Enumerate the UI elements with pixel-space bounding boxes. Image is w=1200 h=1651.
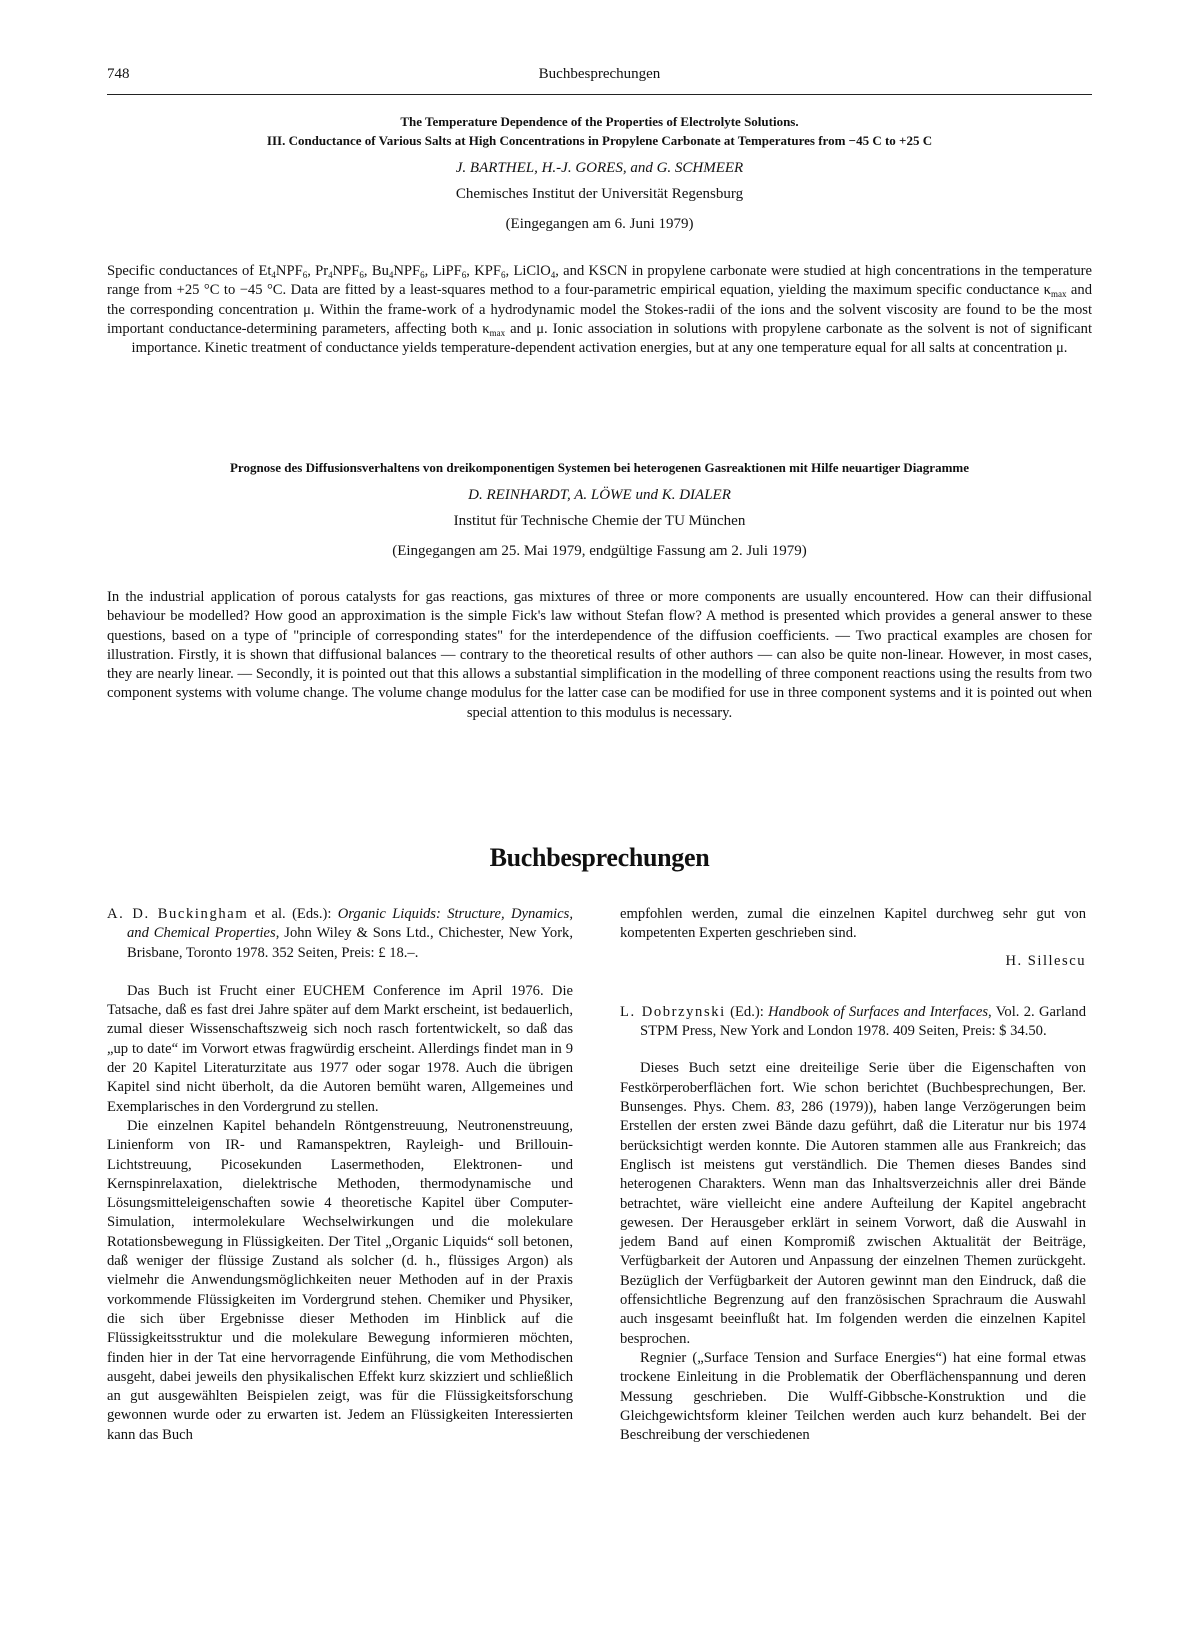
- ref-author: A. D. Buckingham: [107, 906, 249, 922]
- abstract-title-line-1: The Temperature Dependence of the Properties of Electrolyte Solutions.: [400, 114, 799, 129]
- section-heading: Buchbesprechungen: [489, 843, 710, 872]
- running-head: [107, 66, 1092, 95]
- right-column: [620, 905, 1086, 1445]
- book-reference: L. Dobrzynski (Ed.): Handbook of Surfaces and Interfaces, Vol. 2. Garland STPM Press, New York and London 1978. 409 Seiten, Preis: $ 34.50.: [620, 1003, 1087, 1040]
- book-title: Organic Liquids: Structure, Dynamics, and Chemical Properties: [127, 906, 573, 942]
- abstract-title: [107, 112, 1092, 150]
- review-paragraph: empfohlen werden, zumal die einzelnen Kapitel durchweg sehr gut von kompetenten Experten geschrieben sind.: [620, 906, 1086, 942]
- abstract-received-date: (Eingegangen am 25. Mai 1979, endgültige Fassung am 2. Juli 1979): [392, 543, 807, 559]
- abstract-reinhardt: [107, 458, 1092, 723]
- abstract-text: Specific conductances of $Et_4NPF_6$, $Pr_4NPF_6$, $Bu_4NPF_6$, LiPF$_6$, $KPF_6$, LiClO$_4$, and KSCN in propylene carbonate were studied at high concentrations in the temperature range from +25 °C to −45 °C. Data are fitted by a least-squares method to a four-parametric empirical equation, yielding the maximum specific conductance $\kappa_{max}$ and the corresponding concentration μ. Within the frame-work of a hydrodynamic model the Stokes-radii of the ions and the solvent viscosity are found to be the most important conductance-determining parameters, affecting both $\kappa_{max}$ and μ. Ionic association in solutions with propylene carbonate as the solvent is not of significant importance. Kinetic treatment of conductance yields temperature-dependent activation energies, but at any one temperature equal for all salts at concentration μ.: [107, 263, 1093, 357]
- abstract-institution: Chemisches Institut der Universität Regensburg: [455, 186, 744, 202]
- book-reference: A. D. Buckingham et al. (Eds.): Organic Liquids: Structure, Dynamics, and Chemical Properties, John Wiley & Sons Ltd., Chichester, New York, Brisbane, Toronto 1978. 352 Seiten, Preis: £ 18.–.: [107, 906, 574, 961]
- reviewer-signature: H. Sillescu: [1005, 952, 1086, 969]
- review-paragraph: Das Buch ist Frucht einer EUCHEM Conference im April 1976. Die Tatsache, daß es fast drei Jahre später auf dem Markt erscheint, ist bedauerlich, zumal dieser Wissenschaftszweig sich noch rasch fortentwickelt, so daß das „up to date“ im Vorwort etwas fragwürdig erscheint. Allerdings findet man in 9 der 20 Kapitel Literaturzitate aus 1977 oder sogar 1978. Auch die übrigen Kapitel sind nicht überholt, da die Autoren bemüht waren, Allgemeines und Exemplarisches in den Vordergrund zu stellen.: [107, 982, 573, 1115]
- abstract-text: In the industrial application of porous catalysts for gas reactions, gas mixtures of three or more components are usually encountered. How can their diffusional behaviour be modelled? How good an approximation is the simple Fick's law without Stefan flow? A method is presented which provides a general answer to these questions, based on a type of "principle of corresponding states" for the interdependence of the diffusion coefficients. — Two practical examples are chosen for illustration. Firstly, it is shown that diffusional balances — contrary to the theoretical results of other authors — can also be quite non-linear. However, in most cases, they are nearly linear. — Secondly, it is pointed out that this allows a substantial simplification in the modelling of three component reactions using the results from two component systems with volume change. The volume change modulus for the latter case can be modified for use in three component systems and it is pointed out when special attention to this modulus is necessary.: [107, 589, 1092, 721]
- abstract-authors: J. BARTHEL, H.-J. GORES, and G. SCHMEER: [455, 160, 744, 176]
- abstract-title: Prognose des Diffusionsverhaltens von dreikomponentigen Systemen bei heterogenen Gasreaktionen mit Hilfe neuartiger Diagramme: [229, 460, 970, 475]
- abstract-title-line-2: III. Conductance of Various Salts at High Concentrations in Propylene Carbonate at Temperatures from −45 C to +25 C: [266, 133, 933, 148]
- book-title: Handbook of Surfaces and Interfaces: [768, 1003, 989, 1020]
- review-paragraph: Die einzelnen Kapitel behandeln Röntgenstreuung, Neutronenstreuung, Linienform von IR- und Ramanspektren, Rayleigh- und Brillouin-Lichtstreuung, Picosekunden Lasermethoden, Elektronen- und Kernspinrelaxation, dielektrische Methoden, thermodynamische und Lösungsmitteleigenschaften sowie 4 theoretische Kapitel über Computer-Simulation, intermolekulare Wechselwirkungen und die molekulare Rotationsbewegung in Flüssigkeiten. Der Titel „Organic Liquids“ soll betonen, daß weniger der flüssige Zustand als solcher (d. h., flüssiges Argon) als vielmehr die Anwendungsmöglichkeiten neuer Methoden auf in der Praxis vorkommende Flüssigkeiten im Vordergrund stehen. Chemiker und Physiker, die sich über Ergebnisse dieser Methoden im Hinblick auf die Flüssigkeitsstruktur und die molekulare Bewegung informieren möchten, finden hier in der Tat eine hervorragende Einführung, die vom Methodischen ausgeht, dabei jeweils den physikalischen Effekt kurz skizziert und schließlich an gut ausgewählten Beispielen zeigt, was für die Flüssigkeitsforschung gewonnen wurde oder zu erwarten ist. Jedem an Flüssigkeiten Interessierten kann das Buch: [107, 1117, 573, 1443]
- abstract-barthel: [107, 112, 1092, 358]
- left-column: [107, 905, 573, 1445]
- abstract-received-date: (Eingegangen am 6. Juni 1979): [505, 216, 694, 232]
- review-paragraph: Dieses Buch setzt eine dreiteilige Serie über die Eigenschaften von Festkörperoberflächen fort. Wie schon berichtet (Buchbesprechungen, Ber. Bunsenges. Phys. Chem. 83, 286 (1979)), haben lange Verzögerungen beim Erstellen der ersten zwei Bände dazu geführt, daß die Literatur nur bis 1974 berücksichtigt werden konnte. Die Autoren stammen alle aus Frankreich; das Englisch ist meistens gut verständlich. Die Themen dieses Bandes sind heterogenen Charakters. Wenn man das Inhaltsverzeichnis aller drei Bände betrachtet, wäre vielleicht eine andere Aufteilung der Kapitel angebracht gewesen. Der Herausgeber erklärt in seinem Vorwort, daß die Auswahl in jedem Band auf einen Kompromiß zwischen Aktualität der Beiträge, Verfügbarkeit der Autoren und Anpassung der einzelnen Themen zurückgeht. Bezüglich der Verfügbarkeit der Autoren gewinnt man den Eindruck, daß die offensichtliche Begrenzung auf den französischen Sprachraum die Auswahl auch insgesamt beeinflußt hat. Im folgenden werden die einzelnen Kapitel besprochen.: [620, 1060, 1087, 1347]
- abstract-authors: D. REINHARDT, A. LÖWE und K. DIALER: [468, 487, 731, 503]
- ref-author: L. Dobrzynski: [620, 1003, 726, 1020]
- abstract-institution: Institut für Technische Chemie der TU München: [453, 513, 746, 529]
- running-head-title: Buchbesprechungen: [538, 66, 661, 82]
- review-paragraph: Regnier („Surface Tension and Surface Energies“) hat eine formal etwas trockene Einleitung in die Problematik der Oberflächenspannung und deren Messung geschrieben. Die Wulff-Gibbsche-Konstruktion und die Gleichgewichtsform kleiner Teilchen werden auch kurz behandelt. Bei der Beschreibung der verschiedenen: [620, 1349, 1086, 1444]
- page-number: 748: [107, 66, 130, 82]
